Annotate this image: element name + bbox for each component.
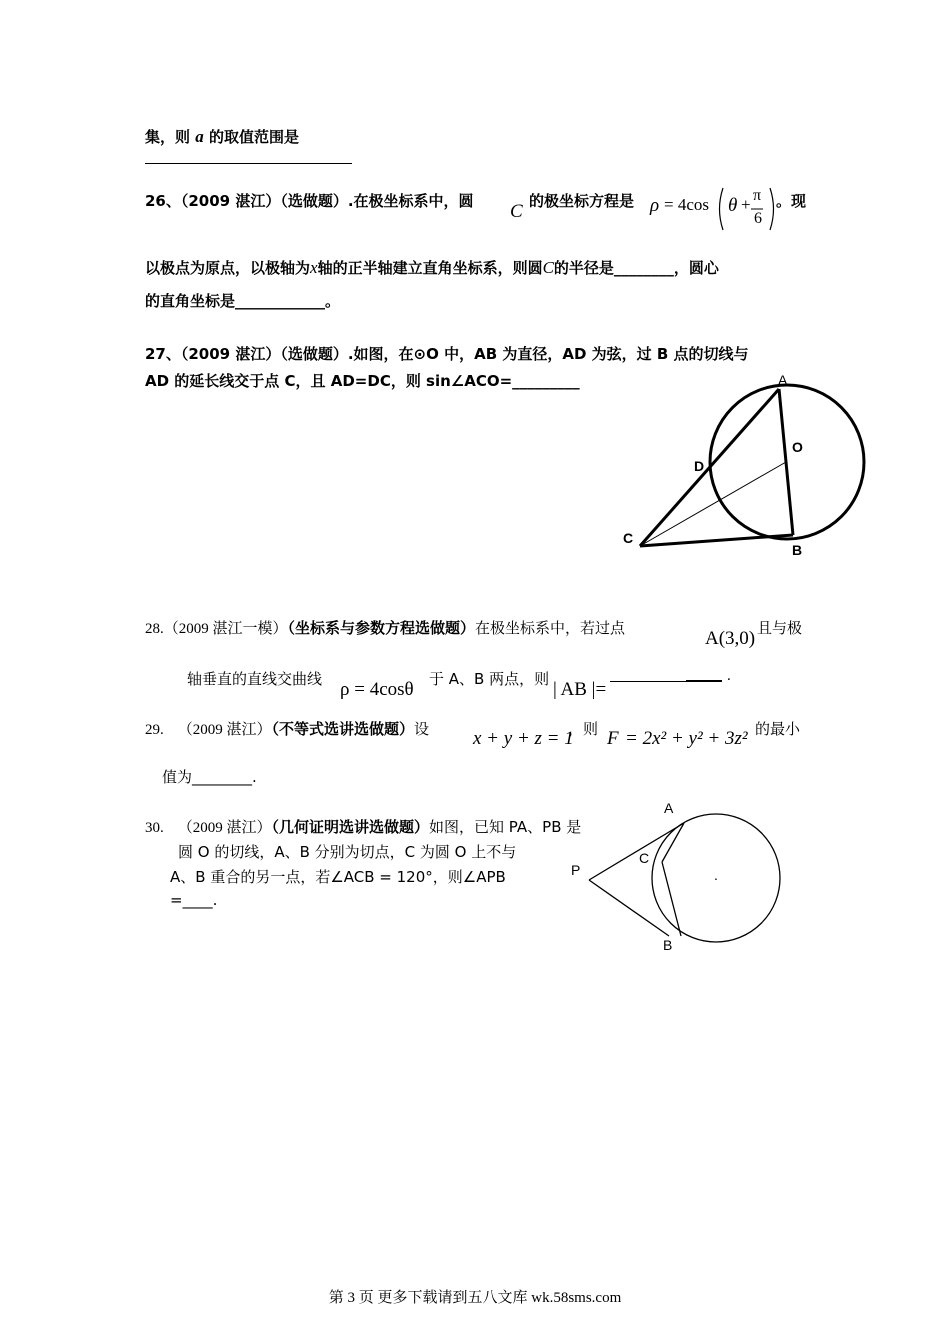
q26-eq-rho: ρ <box>650 195 660 216</box>
q26-eq-six: 6 <box>754 210 762 227</box>
q28-line1 <box>145 617 625 638</box>
q25-var-a: a <box>195 127 204 146</box>
q25-answer-line <box>145 163 352 164</box>
q26-line2-b: 轴的正半轴建立直角坐标系，则圆 <box>317 259 543 277</box>
q27-text1: .如图，在⊙O 中，AB 为直径，AD 为弦，过 B 点的切线与 <box>347 345 749 363</box>
q30-source: （2009 湛江） <box>177 820 272 836</box>
q27-line1 <box>145 343 749 364</box>
q30-tangent-pa <box>589 823 684 880</box>
q28-topic: （坐标系与参数方程选做题） <box>287 619 476 637</box>
q26-num: 26、 <box>145 192 181 210</box>
q30-center-dot: . <box>714 867 718 883</box>
q25-line <box>145 126 299 147</box>
q27-label-d: D <box>694 458 705 474</box>
q28-source: （2009 湛江一模） <box>163 621 288 637</box>
q26-line2-a: 以极点为原点，以极轴为 <box>145 259 311 277</box>
q27-label-a: A <box>778 372 788 388</box>
q28-point: A(3,0) <box>705 628 756 649</box>
q27-line-ac <box>640 389 779 546</box>
q26-var-C: C <box>510 201 523 222</box>
q29-topic: （不等式选讲选做题） <box>271 720 415 738</box>
q28-text2: 且与极 <box>757 619 803 637</box>
q26-text3: 。现 <box>776 192 807 210</box>
q29-expr-rhs: = 2x² + y² + 3z² <box>625 728 748 749</box>
q29-num: 29. <box>145 722 164 738</box>
q28-curve: ρ = 4cosθ <box>340 679 414 700</box>
q30-tangent-pb <box>589 880 669 936</box>
q26-eq-rhs: = 4cos <box>664 195 709 214</box>
q26-line2 <box>145 257 719 278</box>
q30-line4: =____. <box>170 891 218 909</box>
q30-num: 30. <box>145 820 164 836</box>
q26-var-C2: C <box>542 258 554 277</box>
q29-source: （2009 湛江） <box>177 722 272 738</box>
q26-text2: 的极坐标方程是 <box>529 192 635 210</box>
q29-line1 <box>145 718 429 739</box>
q26-line2-c: 的半径是________，圆心 <box>553 259 719 277</box>
q27-line2: AD 的延长线交于点 C，且 AD=DC，则 sin∠ACO=_________ <box>145 372 580 390</box>
q30-topic: （几何证明选讲选做题） <box>271 818 430 836</box>
q30-label-b: B <box>663 937 673 953</box>
q30-line1 <box>145 816 581 837</box>
q28-answer-line-bold <box>686 680 722 682</box>
q29-text1: 设 <box>414 720 430 738</box>
q30-label-p: P <box>571 862 581 878</box>
q28-line2a: 轴垂直的直线交曲线 <box>187 670 323 688</box>
q27-source: （2009 湛江）（选做题） <box>180 345 348 363</box>
q29-line2: 值为________. <box>162 768 257 786</box>
q26-source: （2009 湛江）（选做题） <box>180 192 348 210</box>
q30-label-c: C <box>639 850 650 866</box>
q27-label-b: B <box>792 542 803 558</box>
q26-equation <box>650 184 778 234</box>
q28-line2b: 于 A、B 两点，则 <box>429 670 550 688</box>
q29-text2: 的最小 <box>755 720 801 738</box>
q30-chord-cb <box>662 862 681 936</box>
q25-text: 集，则 <box>145 128 196 146</box>
q27-figure <box>600 365 880 565</box>
q25-tail: 的取值范围是 <box>203 128 299 146</box>
page-footer: 第 3 页 更多下载请到五八文库 wk.58sms.com <box>328 1290 622 1306</box>
q27-tangent-cb <box>640 535 793 546</box>
q28-text1: 在极坐标系中，若过点 <box>475 619 626 637</box>
q29-expr-f: F <box>607 728 619 749</box>
q29-comma: ，则 <box>568 720 599 738</box>
q27-label-c: C <box>623 530 634 546</box>
q27-label-o: O <box>792 439 803 455</box>
q30-label-a: A <box>664 800 674 816</box>
q26-eq-plus: + <box>741 195 751 214</box>
q27-num: 27、 <box>145 345 181 363</box>
q26-line1 <box>145 190 474 211</box>
q28-num: 28. <box>145 621 164 637</box>
q30-line2: 圆 O 的切线，A、B 分别为切点，C 为圆 O 上不与 <box>178 843 517 861</box>
q26-line3: 的直角坐标是____________。 <box>145 292 341 310</box>
q30-text1: 如图，已知 PA、PB 是 <box>429 818 582 836</box>
q27-line-co <box>640 462 786 546</box>
q28-tail: . <box>727 668 731 684</box>
q26-eq-theta: θ <box>728 195 738 216</box>
q26-text1: .在极坐标系中，圆 <box>347 192 474 210</box>
q26-eq-pi: π <box>753 187 762 204</box>
q29-cond: x + y + z = 1 <box>473 728 574 749</box>
q28-abs-ab: | AB |= <box>553 679 607 700</box>
q26-var-x: x <box>310 258 318 277</box>
q30-line3: A、B 重合的另一点，若∠ACB = 120°，则∠APB <box>170 868 506 886</box>
q30-figure <box>580 805 790 950</box>
